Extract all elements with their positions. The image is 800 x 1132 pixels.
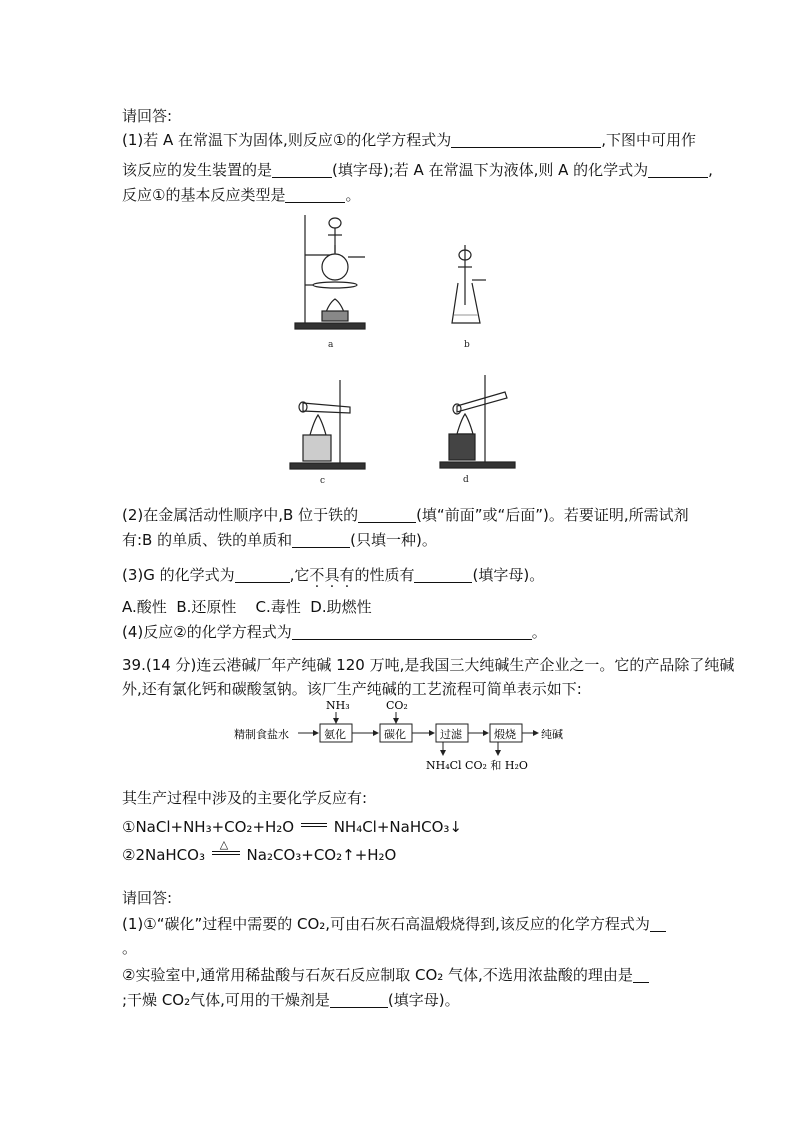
- apparatus-a: [295, 215, 365, 350]
- process-flowchart: [230, 697, 580, 775]
- question-2-line-1: [122, 505, 689, 525]
- heading-please-answer-2: 请回答:: [122, 889, 173, 907]
- question-4: [122, 622, 547, 642]
- flow-step-filtration: 过滤: [440, 728, 462, 741]
- q2-text-b: (填“前面”或“后面”)。若要证明,所需试剂: [416, 506, 689, 524]
- answer-blank[interactable]: [292, 531, 350, 548]
- reaction-2-right: Na₂CO₃+CO₂↑+H₂O: [246, 846, 397, 864]
- label-b: b: [464, 340, 470, 350]
- q1-text-d: (填字母);若 A 在常温下为液体,则 A 的化学式为: [332, 161, 649, 179]
- question-39-line-2: 外,还有氯化钙和碳酸氢钠。该厂生产纯碱的工艺流程可简单表示如下:: [122, 680, 582, 698]
- answer-2-line-1: [122, 965, 649, 985]
- q3-text-b: ,它: [289, 566, 310, 584]
- apparatus-b: [452, 245, 486, 350]
- flow-step-carbonation: 碳化: [384, 728, 406, 741]
- reaction-1-left: ①NaCl+NH₃+CO₂+H₂O: [122, 818, 295, 836]
- reaction-2: [122, 838, 397, 865]
- reactions-intro: 其生产过程中涉及的主要化学反应有:: [122, 789, 368, 807]
- q1-text-c: 该反应的发生装置的是: [122, 161, 273, 179]
- question-1-line-2: [122, 160, 713, 180]
- answer-blank[interactable]: [648, 161, 708, 178]
- q1-text-a: (1)若 A 在常温下为固体,则反应①的化学方程式为: [122, 131, 452, 149]
- flow-step-calcination: 煅烧: [494, 728, 516, 741]
- q3-text-a: (3)G 的化学式为: [122, 566, 235, 584]
- q1-text-f: 反应①的基本反应类型是: [122, 186, 286, 204]
- question-2-line-2: [122, 530, 437, 550]
- answer-1-line-2: 。: [122, 939, 138, 957]
- q1-text-g: 。: [345, 186, 361, 204]
- option-c: C.毒性: [255, 598, 301, 616]
- answer-blank[interactable]: [272, 161, 332, 178]
- answer-2-text-a: ;干燥 CO₂气体,可用的干燥剂是: [122, 991, 330, 1009]
- emphasis-char: 有: [339, 566, 355, 584]
- equals-sign-heated: [212, 838, 240, 855]
- q2-text-a: (2)在金属活动性顺序中,B 位于铁的: [122, 506, 359, 524]
- q3-text-d: (填字母)。: [472, 566, 545, 584]
- q1-text-e: ,: [708, 161, 713, 179]
- answer-blank[interactable]: [358, 506, 416, 523]
- options-row: [122, 597, 372, 617]
- q1-text-b: ,下图中可用作: [601, 131, 697, 149]
- answer-blank[interactable]: [292, 623, 532, 640]
- answer-blank[interactable]: [235, 566, 290, 583]
- option-a: A.酸性: [122, 598, 167, 616]
- label-a: a: [328, 340, 334, 350]
- question-1-line-1: [122, 130, 696, 150]
- emphasis-char: 具: [324, 566, 340, 584]
- answer-2-text-b: (填字母)。: [387, 991, 460, 1009]
- q3-text-c: 的性质有: [354, 566, 415, 584]
- label-c: c: [320, 476, 326, 486]
- label-d: d: [463, 475, 469, 485]
- answer-blank[interactable]: [633, 966, 649, 983]
- question-1-line-3: [122, 185, 360, 205]
- apparatus-c: [290, 380, 365, 486]
- option-d: D.助燃性: [310, 598, 372, 616]
- answer-2-line-2: [122, 990, 460, 1010]
- flow-step-ammoniation: 氨化: [324, 728, 346, 741]
- option-b: B.还原性: [176, 598, 237, 616]
- q4-text-a: (4)反应②的化学方程式为: [122, 623, 292, 641]
- apparatus-figure: [280, 205, 560, 486]
- answer-blank[interactable]: [650, 915, 666, 932]
- q2-text-c: 有:B 的单质、铁的单质和: [122, 531, 293, 549]
- emphasis-char: 不: [309, 566, 325, 584]
- reaction-1: [122, 817, 462, 837]
- answer-blank[interactable]: [414, 566, 472, 583]
- heat-symbol: △: [219, 838, 229, 851]
- reaction-1-right: NH₄Cl+NaHCO₃↓: [333, 818, 462, 836]
- q4-text-b: 。: [531, 623, 547, 641]
- reaction-2-left: ②2NaHCO₃: [122, 846, 205, 864]
- flow-outputs: NH₄Cl CO₂ 和 H₂O: [426, 759, 528, 772]
- answer-blank[interactable]: [285, 186, 345, 203]
- question-39-line-1: 39.(14 分)连云港碱厂年产纯碱 120 万吨,是我国三大纯碱生产企业之一。它的产品除了纯碱: [122, 656, 735, 674]
- question-3: [122, 565, 544, 585]
- answer-blank[interactable]: [330, 991, 388, 1008]
- heading-please-answer: 请回答:: [122, 107, 173, 125]
- flow-end: 纯碱: [541, 728, 563, 741]
- answer-blank[interactable]: [451, 131, 601, 148]
- answer-1-text: (1)①“碳化”过程中需要的 CO₂,可由石灰石高温煅烧得到,该反应的化学方程式为: [122, 915, 650, 933]
- flow-input-co2: CO₂: [386, 699, 408, 712]
- flow-input-nh3: NH₃: [326, 699, 350, 712]
- answer-2-text: ②实验室中,通常用稀盐酸与石灰石反应制取 CO₂ 气体,不选用浓盐酸的理由是: [122, 966, 633, 984]
- answer-1-line-1: [122, 914, 666, 934]
- equals-sign: [301, 823, 327, 827]
- flow-start: 精制食盐水: [234, 728, 289, 741]
- q2-text-d: (只填一种)。: [350, 531, 437, 549]
- apparatus-d: [440, 375, 515, 485]
